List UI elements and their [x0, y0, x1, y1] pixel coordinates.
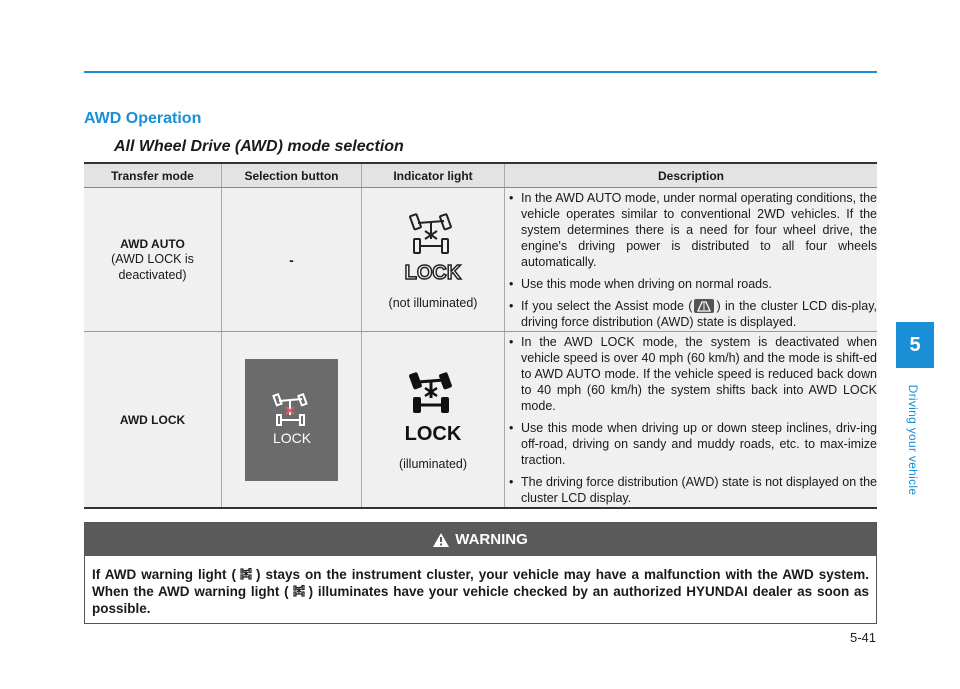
description-text: ) in the cluster LCD dis-play, driving force distribution (AWD) state is displayed. — [521, 298, 877, 329]
table-row-awd-auto — [84, 188, 877, 332]
warning-text: If AWD warning light ( — [92, 567, 236, 582]
indicator-light-cell — [362, 188, 505, 332]
warning-text: ) illuminates have your vehicle checked by an authorized HYUNDAI dealer as soon as possible. — [92, 584, 869, 616]
mode-name: AWD LOCK — [119, 412, 186, 427]
selection-button-cell — [222, 188, 362, 332]
awd-warning-light-icon — [240, 568, 252, 582]
awd-lock-indicator-filled-icon — [398, 368, 468, 450]
assist-mode-icon-glyph — [694, 299, 714, 313]
chapter-title — [900, 375, 926, 505]
column-header-description: Description — [505, 163, 878, 188]
indicator-caption: (not illuminated) — [388, 296, 478, 310]
description-item: • Use this mode when driving on normal roads. — [505, 276, 877, 292]
selection-button-cell — [222, 332, 362, 509]
indicator-lock-text: LOCK — [404, 423, 462, 445]
description-text: If you select the Assist mode ( — [521, 298, 693, 313]
description-item: • In the AWD AUTO mode, under normal operating conditions, the vehicle operates similar to conventional 2WD vehicles. If the system determines there is a need for four wheel drive, the engine's driving power is distributed to all four wheels automatically. — [505, 190, 877, 270]
warning-triangle-icon — [433, 533, 449, 547]
indicator-lock-text: LOCK — [404, 262, 462, 284]
description-item: • In the AWD LOCK mode, the system is deactivated when vehicle speed is over 40 mph (60 km/h) and the mode is shift-ed to AWD AUTO mode. If the vehicle speed is reduced back down to 40 mph (60 km/h) the system shifts back into AWD LOCK mode. — [505, 334, 877, 414]
warning-header — [85, 523, 876, 556]
indicator-caption: (illuminated) — [398, 457, 468, 471]
column-header-indicator-light: Indicator light — [362, 163, 505, 188]
transfer-mode-cell — [84, 188, 222, 332]
transfer-mode-cell — [84, 332, 222, 509]
warning-body — [85, 556, 876, 617]
awd-mode-table — [84, 162, 877, 509]
chapter-title-text: Driving your vehicle — [906, 384, 920, 496]
description-item: • The driving force distribution (AWD) state is not displayed on the cluster LCD display. — [505, 474, 877, 506]
warning-text: ) stays on the instrument cluster, your vehicle may have a malfunction with the AWD system. When the AWD warning light ( — [92, 567, 869, 599]
selection-button-none: - — [289, 251, 294, 268]
description-item: • Use this mode when driving up or down steep inclines, driv-ing off-road, driving on sandy and muddy roads, etc. to max-imize traction. — [505, 420, 877, 468]
description-cell — [505, 188, 878, 332]
mode-name: AWD AUTO — [120, 236, 185, 251]
assist-mode-icon — [694, 299, 714, 313]
chapter-tab: 5 — [896, 322, 934, 368]
description-cell — [505, 332, 878, 509]
description-item — [505, 298, 877, 330]
description-list — [505, 190, 877, 330]
table-row-awd-lock — [84, 332, 877, 509]
subsection-title: All Wheel Drive (AWD) mode selection — [114, 138, 404, 155]
awd-lock-button-icon — [262, 385, 322, 455]
description-list — [505, 334, 877, 506]
button-lock-text: LOCK — [272, 429, 311, 446]
awd-lock-indicator-outline-icon — [398, 209, 468, 289]
awd-lock-button — [245, 359, 338, 481]
warning-box — [84, 522, 877, 624]
warning-title: WARNING — [455, 531, 528, 548]
top-rule — [84, 71, 877, 73]
table-header-row — [84, 163, 877, 188]
page-number: 5-41 — [849, 630, 876, 645]
column-header-transfer-mode: Transfer mode — [84, 163, 222, 188]
indicator-light-cell — [362, 332, 505, 509]
mode-note: (AWD LOCK is deactivated) — [111, 251, 194, 282]
awd-warning-light-icon — [293, 585, 305, 599]
column-header-selection-button: Selection button — [222, 163, 362, 188]
section-title: AWD Operation — [84, 110, 202, 127]
